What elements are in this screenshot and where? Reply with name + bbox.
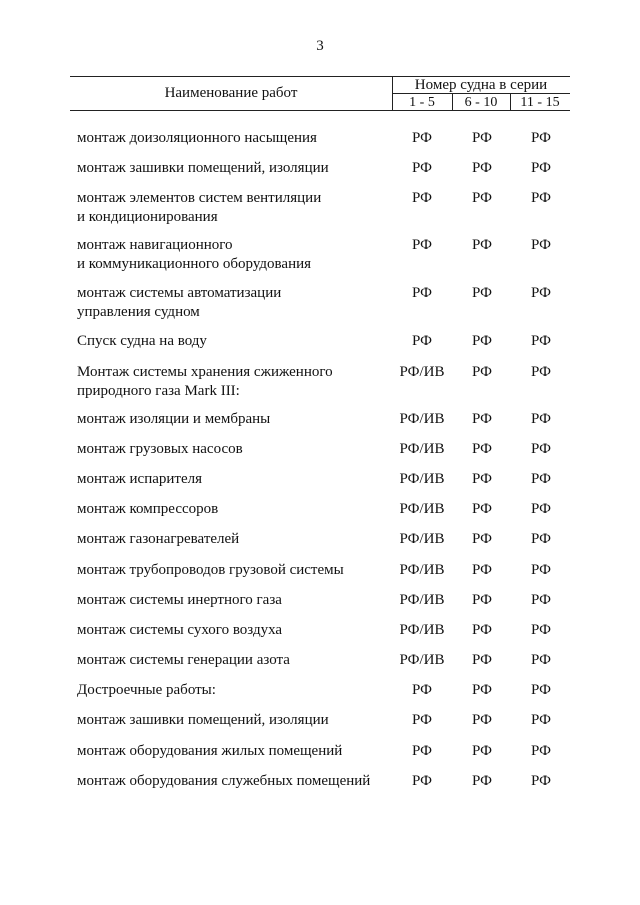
row-value-11-15: РФ xyxy=(531,652,551,668)
row-value-6-10: РФ xyxy=(472,160,492,176)
row-value-11-15: РФ xyxy=(531,237,551,253)
row-value-1-5: РФ/ИВ xyxy=(399,441,445,457)
row-value-1-5: РФ xyxy=(412,773,432,789)
row-name: Монтаж системы хранения сжиженного природного газа Mark III: xyxy=(77,364,333,399)
row-name: монтаж системы генерации азота xyxy=(77,652,290,668)
row-value-1-5: РФ/ИВ xyxy=(399,652,445,668)
row-name: монтаж оборудования служебных помещений xyxy=(77,773,371,789)
row-value-6-10: РФ xyxy=(472,285,492,301)
row-value-11-15: РФ xyxy=(531,622,551,638)
row-value-11-15: РФ xyxy=(531,411,551,427)
row-value-11-15: РФ xyxy=(531,364,551,380)
row-value-1-5: РФ/ИВ xyxy=(399,501,445,517)
row-name: монтаж элементов систем вентиляции и кондиционирования xyxy=(77,190,322,225)
row-value-6-10: РФ xyxy=(472,130,492,146)
row-value-6-10: РФ xyxy=(472,531,492,547)
row-value-6-10: РФ xyxy=(472,237,492,253)
row-value-11-15: РФ xyxy=(531,130,551,146)
row-value-1-5: РФ/ИВ xyxy=(399,592,445,608)
row-name: монтаж зашивки помещений, изоляции xyxy=(77,160,329,176)
row-value-1-5: РФ xyxy=(412,160,432,176)
row-value-6-10: РФ xyxy=(472,743,492,759)
row-value-1-5: РФ xyxy=(412,682,432,698)
row-value-11-15: РФ xyxy=(531,592,551,608)
row-name: монтаж газонагревателей xyxy=(77,531,240,547)
row-value-1-5: РФ xyxy=(412,190,432,206)
row-value-6-10: РФ xyxy=(472,622,492,638)
row-value-11-15: РФ xyxy=(531,743,551,759)
row-name: Спуск судна на воду xyxy=(77,333,207,349)
row-name: монтаж системы сухого воздуха xyxy=(77,622,283,638)
row-value-1-5: РФ/ИВ xyxy=(399,531,445,547)
row-value-6-10: РФ xyxy=(472,501,492,517)
row-value-11-15: РФ xyxy=(531,441,551,457)
row-value-11-15: РФ xyxy=(531,333,551,349)
row-value-1-5: РФ/ИВ xyxy=(399,471,445,487)
header-col-6-10: 6 - 10 xyxy=(464,95,498,110)
row-value-6-10: РФ xyxy=(472,471,492,487)
row-value-11-15: РФ xyxy=(531,160,551,176)
row-value-11-15: РФ xyxy=(531,285,551,301)
row-value-6-10: РФ xyxy=(472,333,492,349)
row-value-6-10: РФ xyxy=(472,592,492,608)
row-name: монтаж доизоляционного насыщения xyxy=(77,130,317,146)
table-header xyxy=(70,76,570,111)
row-name: монтаж грузовых насосов xyxy=(77,441,243,457)
row-name: монтаж изоляции и мембраны xyxy=(77,411,271,427)
row-value-6-10: РФ xyxy=(472,682,492,698)
row-value-1-5: РФ xyxy=(412,130,432,146)
row-value-1-5: РФ xyxy=(412,333,432,349)
row-value-6-10: РФ xyxy=(472,441,492,457)
row-value-11-15: РФ xyxy=(531,190,551,206)
row-value-1-5: РФ/ИВ xyxy=(399,622,445,638)
row-value-1-5: РФ/ИВ xyxy=(399,562,445,578)
row-value-1-5: РФ xyxy=(412,285,432,301)
row-name: монтаж компрессоров xyxy=(77,501,219,517)
row-value-11-15: РФ xyxy=(531,501,551,517)
row-name: монтаж зашивки помещений, изоляции xyxy=(77,712,329,728)
row-name: монтаж системы автоматизации управления судном xyxy=(77,285,282,320)
row-value-6-10: РФ xyxy=(472,364,492,380)
row-name: монтаж трубопроводов грузовой системы xyxy=(77,562,344,578)
row-value-11-15: РФ xyxy=(531,712,551,728)
row-name: монтаж навигационного и коммуникационного оборудования xyxy=(77,237,312,272)
row-value-11-15: РФ xyxy=(531,562,551,578)
header-col-1-5: 1 - 5 xyxy=(409,95,435,110)
row-value-11-15: РФ xyxy=(531,682,551,698)
header-col-11-15: 11 - 15 xyxy=(520,95,560,110)
row-name: монтаж системы инертного газа xyxy=(77,592,282,608)
row-value-1-5: РФ xyxy=(412,712,432,728)
header-works-name: Наименование работ xyxy=(164,85,298,101)
row-value-1-5: РФ xyxy=(412,237,432,253)
row-value-11-15: РФ xyxy=(531,531,551,547)
row-value-6-10: РФ xyxy=(472,190,492,206)
row-value-6-10: РФ xyxy=(472,652,492,668)
row-name: Достроечные работы: xyxy=(77,682,216,698)
row-value-6-10: РФ xyxy=(472,773,492,789)
row-value-1-5: РФ/ИВ xyxy=(399,411,445,427)
row-value-6-10: РФ xyxy=(472,562,492,578)
header-series-number: Номер судна в серии xyxy=(414,77,548,93)
row-value-11-15: РФ xyxy=(531,773,551,789)
row-value-1-5: РФ/ИВ xyxy=(399,364,445,380)
row-value-6-10: РФ xyxy=(472,411,492,427)
row-value-11-15: РФ xyxy=(531,471,551,487)
page-number: 3 xyxy=(316,38,324,54)
row-name: монтаж оборудования жилых помещений xyxy=(77,743,343,759)
row-value-1-5: РФ xyxy=(412,743,432,759)
row-name: монтаж испарителя xyxy=(77,471,203,487)
row-value-6-10: РФ xyxy=(472,712,492,728)
